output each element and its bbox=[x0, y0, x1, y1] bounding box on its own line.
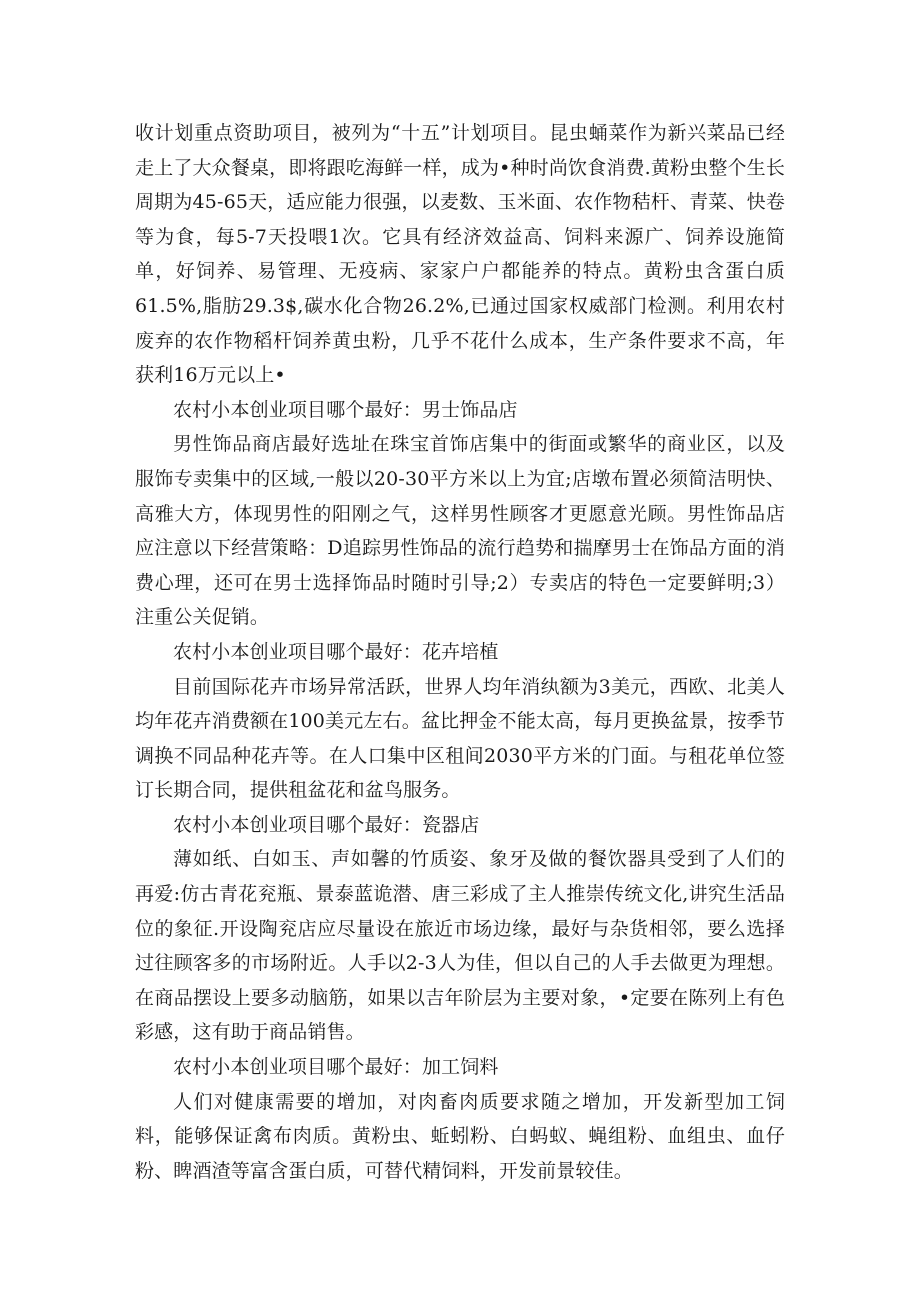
paragraph-flower-cultivation: 目前国际花卉市场异常活跃，世界人均年消纨额为3美元，西欧、北美人均年花卉消费额在100美元左右。盆比押金不能太高，每月更换盆景，按季节调换不同品种花卉等。在人口集中区租间2030平方米的门面。与租花单位签订长期合同，提供租盆花和盆鸟服务。 bbox=[135, 675, 785, 802]
document-body bbox=[135, 116, 785, 1188]
paragraph-feed-processing: 人们对健康需要的增加，对肉畜肉质要求随之增加，开发新型加工饲料，能够保证禽布肉质。黄粉虫、蚯蚓粉、白蚂蚁、蝇组粉、血组虫、血仔粉、睥酒渣等富含蛋白质，可替代精饲料，开发前景较佳。 bbox=[135, 1090, 785, 1182]
heading-porcelain-shop: 农村小本创业项目哪个最好：瓷器店 bbox=[173, 813, 480, 836]
paragraph-mens-accessories: 男性饰品商店最好选址在珠宝首饰店集中的街面或繁华的商业区，以及服饰专卖集中的区域,一般以20-30平方米以上为宜;店墩布置必须简洁明快、高雅大方，体现男性的阳刚之气，这样男性顾客才更愿意光顾。男性饰品店应注意以下经营策略：D追踪男性饰品的流行趋势和揣摩男士在饰品方面的消费心理，还可在男士选择饰品时随时引导;2）专卖店的特色一定要鲜明;3）注重公关促销。 bbox=[135, 433, 785, 629]
heading-mens-accessories: 农村小本创业项目哪个最好：男士饰品店 bbox=[173, 398, 518, 421]
paragraph-porcelain-shop: 薄如纸、白如玉、声如馨的竹质姿、象牙及做的餐饮器具受到了人们的再爱:仿古青花兖瓶、景泰蓝诡潜、唐三彩成了主人推崇传统文化,讲究生活品位的象征.开设陶兖店应尽量设在旅近市场边缘，最好与杂货相邻，要么选择过往顾客多的市场附近。人手以2-3人为佳，但以自己的人手去做更为理想。在商品摆设上要多动脑筋，如果以吉年阶层为主要对象，•定要在陈列上有色彩感，这有助于商品销售。 bbox=[135, 848, 785, 1044]
heading-flower-cultivation: 农村小本创业项目哪个最好：花卉培植 bbox=[173, 640, 499, 663]
paragraph-mealworm: 收计划重点资助项目，被列为“十五”计划项目。昆虫蛹菜作为新兴菜品已经走上了大众餐桌，即将跟吃海鲜一样，成为•种时尚饮食消费.黄粉虫整个生长周期为45-65天，适应能力很强，以麦数、玉米面、农作物秸杆、青菜、快卷等为食，每5-7天投喂1次。它具有经济效益高、饲料来源广、饲养设施简单，好饲养、易管理、无疫病、家家户户都能养的特点。黄粉虫含蛋白质61.5%,脂肪29.3$,碳水化合物26.2%,已通过国家权威部门检测。利用农村废弃的农作物稻杆饲养黄虫粉，几乎不花什么成本，生产条件要求不高，年获利16万元以上• bbox=[135, 122, 785, 387]
heading-feed-processing: 农村小本创业项目哪个最好：加工饲料 bbox=[173, 1056, 499, 1079]
